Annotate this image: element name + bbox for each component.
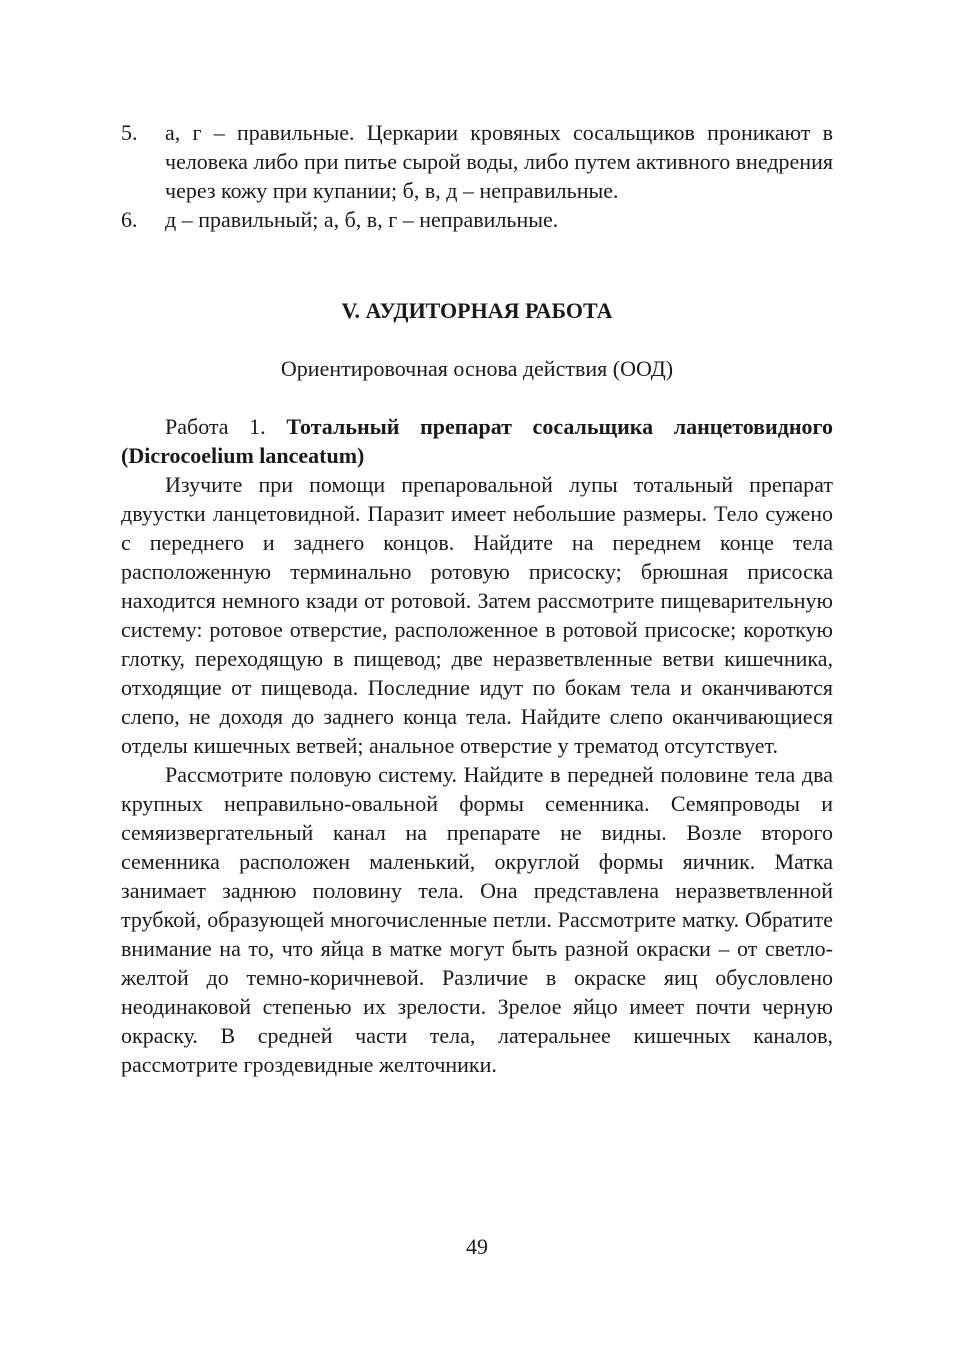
answer-item [121, 205, 833, 234]
work-prefix: Работа 1. [165, 414, 287, 439]
answer-text: а, г – правильные. Церкарии кровяных сосальщиков проникают в человека либо при питье сырой воды, либо путем активного внедрения через кожу при купании; б, в, д – неправильные. [165, 120, 833, 203]
answer-number: 5. [121, 120, 138, 145]
answer-item [121, 118, 833, 205]
section-title: V. АУДИТОРНАЯ РАБОТА [341, 298, 613, 323]
page-body [121, 118, 833, 1079]
page-number: 49 [466, 1234, 488, 1259]
body-paragraph: Рассмотрите половую систему. Найдите в передней половине тела два крупных неправильно-овальной формы семенника. Семяпроводы и семяизвергательный канал на препарате не видны. Возле второго семенника расположен маленький, округлой формы яичник. Матка занимает заднюю половину тела. Она представлена неразветвленной трубкой, образующей многочисленные петли. Рассмотрите матку. Обратите внимание на то, что яйца в матке могут быть разной окраски – от светло-желтой до темно-коричневой. Различие в окраске яиц обусловлено неодинаковой степенью их зрелости. Зрелое яйцо имеет почти черную окраску. В средней части тела, латеральнее кишечных каналов, рассмотрите гроздевидные желточники. [121, 762, 833, 1077]
answer-text: д – правильный; а, б, в, г – неправильные. [165, 207, 559, 232]
work-title: Тотальный препарат сосальщика ланцетовидного (Dicrocoelium lanceatum) [121, 414, 833, 468]
section-subtitle: Ориентировочная основа действия (ООД) [280, 356, 674, 381]
work-heading [121, 412, 833, 470]
answer-number: 6. [121, 207, 138, 232]
answer-list [121, 118, 833, 234]
body-paragraph: Изучите при помощи препаровальной лупы тотальный препарат двуустки ланцетовидной. Паразит имеет небольшие размеры. Тело сужено с переднего и заднего концов. Найдите на переднем конце тела расположенную терминально ротовую присоску; брюшная присоска находится немного кзади от ротовой. Затем рассмотрите пищеварительную систему: ротовое отверстие, расположенное в ротовой присоске; короткую глотку, переходящую в пищевод; две неразветвленные ветви кишечника, отходящие от пищевода. Последние идут по бокам тела и оканчиваются слепо, не доходя до заднего конца тела. Найдите слепо оканчивающиеся отделы кишечных ветвей; анальное отверстие у трематод отсутствует. [121, 472, 833, 758]
